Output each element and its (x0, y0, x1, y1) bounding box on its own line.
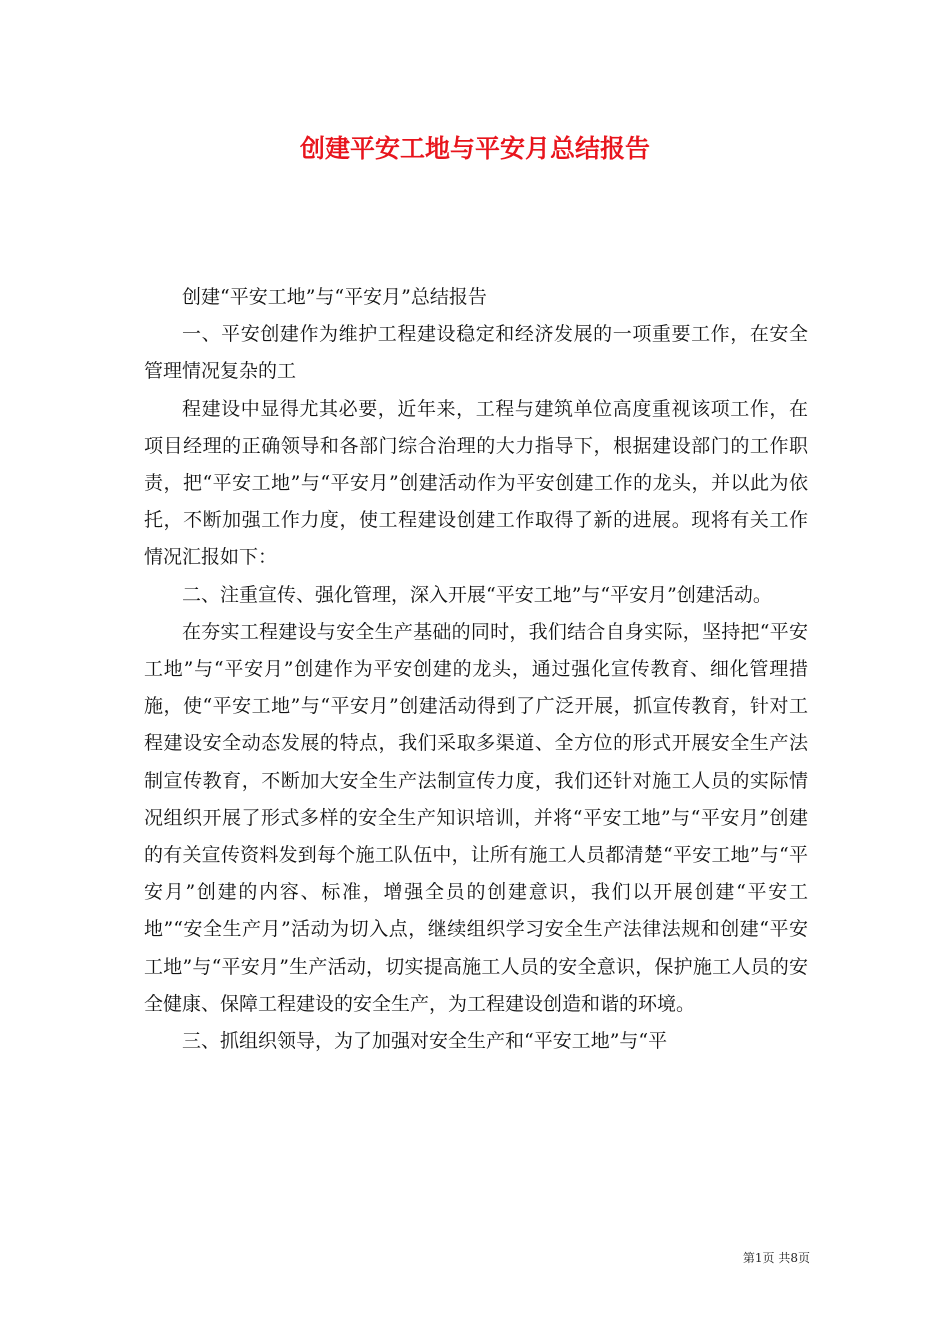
paragraph-section-2-body: 在夯实工程建设与安全生产基础的同时，我们结合自身实际，坚持把“平安工地”与“平安月”创建作为平安创建的龙头，通过强化宣传教育、细化管理措施，使“平安工地”与“平安月”创建活动得到了广泛开展，抓宣传教育，针对工程建设安全动态发展的特点，我们采取多渠道、全方位的形式开展安全生产法制宣传教育，不断加大安全生产法制宣传力度，我们还针对施工人员的实际情况组织开展了形式多样的安全生产知识培训，并将“平安工地”与“平安月”创建的有关宣传资料发到每个施工队伍中，让所有施工人员都清楚“平安工地”与“平安月”创建的内容、标准，增强全员的创建意识，我们以开展创建“平安工地”“安全生产月”活动为切入点，继续组织学习安全生产法律法规和创建“平安工地”与“平安月”生产活动，切实提高施工人员的安全意识，保护施工人员的安全健康、保障工程建设的安全生产，为工程建设创造和谐的环境。 (144, 620, 808, 1015)
paragraph-section-3: 三、抓组织领导，为了加强对安全生产和“平安工地”与“平 (182, 1030, 668, 1053)
paragraph-section-1-cont: 程建设中显得尤其必要，近年来，工程与建筑单位高度重视该项工作，在项目经理的正确领导和各部门综合治理的大力指导下，根据建设部门的工作职责，把“平安工地”与“平安月”创建活动作为平安创建工作的龙头，并以此为依托，不断加强工作力度，使工程建设创建工作取得了新的进展。现将有关工作情况汇报如下： (144, 397, 808, 569)
footer-total-pages: 8 (790, 1251, 798, 1265)
paragraph-section-2: 二、注重宣传、强化管理，深入开展“平安工地”与“平安月”创建活动。 (182, 583, 772, 606)
footer-current-page: 1 (754, 1251, 763, 1265)
footer-suffix: 页 (797, 1251, 810, 1265)
paragraph-heading: 创建“平安工地”与“平安月”总结报告 (182, 286, 487, 308)
page-title: 创建平安工地与平安月总结报告 (299, 134, 650, 163)
footer-middle: 页 共 (762, 1251, 791, 1265)
document-body (144, 279, 808, 1060)
paragraph-section-1: 一、平安创建作为维护工程建设稳定和经济发展的一项重要工作，在安全管理情况复杂的工 (144, 323, 808, 383)
page-number-footer (726, 1250, 810, 1266)
footer-prefix: 第 (742, 1251, 755, 1265)
